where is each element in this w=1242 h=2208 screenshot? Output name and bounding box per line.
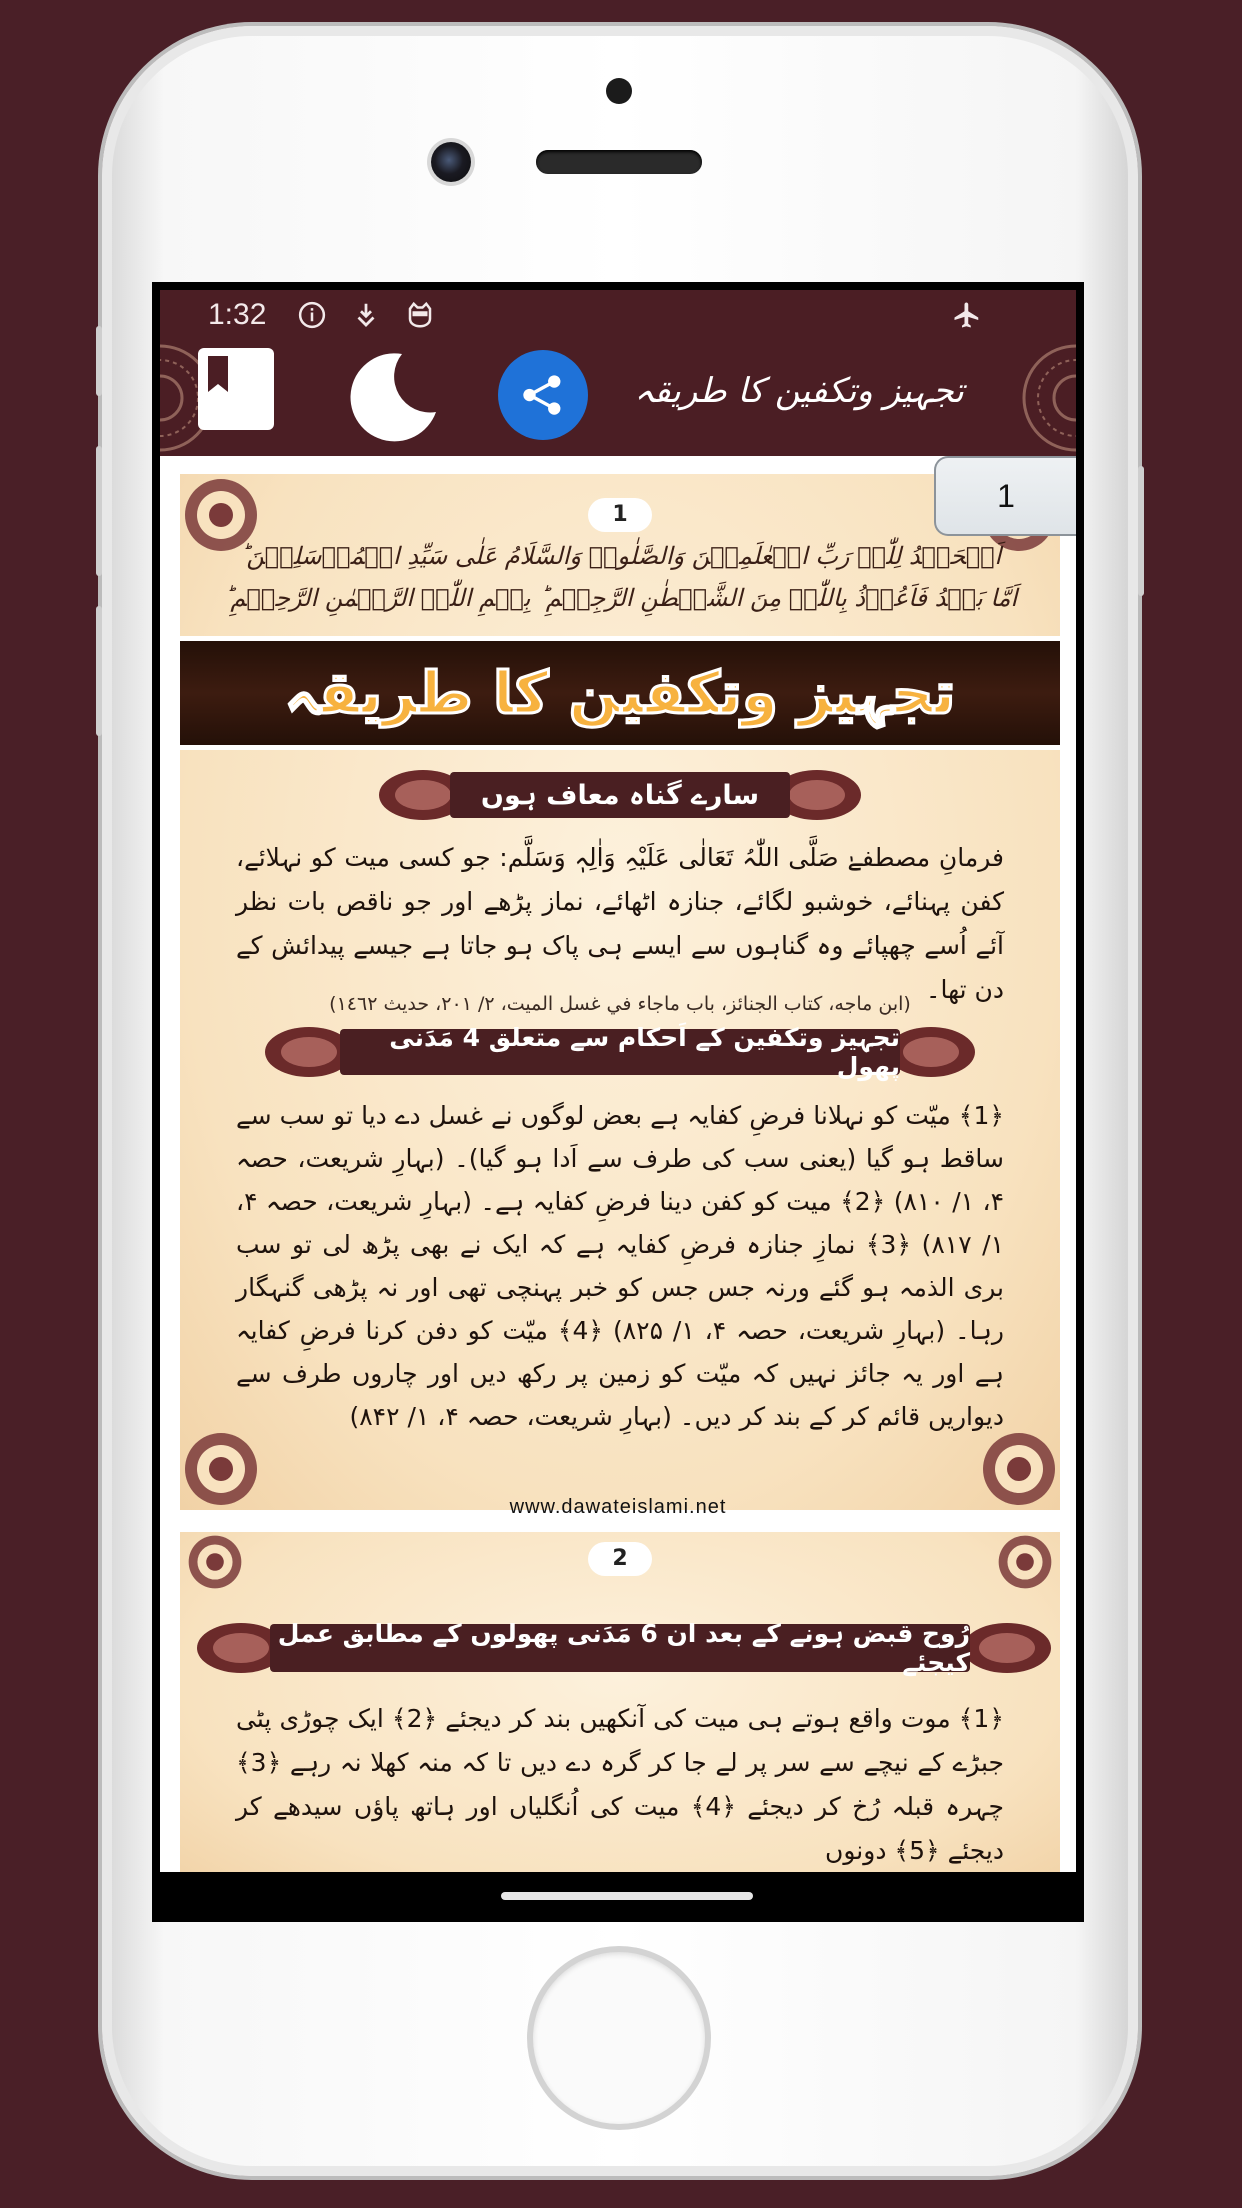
earpiece-speaker: [536, 150, 702, 174]
bismillah-line-2: اَمَّا بَعۡدُ فَاَعُوۡذُ بِاللّٰہِ مِنَ الشَّیۡطٰنِ الرَّجِیۡمِ ؕ بِسۡمِ اللّٰہِ الرَّحۡمٰنِ الرَّحِیۡمِ ؕ: [222, 584, 1018, 612]
page-number-indicator[interactable]: [934, 456, 1076, 536]
home-button[interactable]: [533, 1952, 705, 2124]
status-bar: [160, 290, 1076, 340]
bismillah-line-1: اَلۡحَمۡدُ لِلّٰہِ رَبِّ الۡعٰلَمِیۡنَ وَالصَّلٰوۃُ وَالسَّلَامُ عَلٰی سَیِّدِ الۡمُرۡسَلِیۡنَ ؕ: [238, 542, 1002, 570]
section-heading-1: [450, 772, 790, 818]
page-number-indicator-value: 1: [997, 477, 1015, 514]
section-1-reference: (ابن ماجه، كتاب الجنائز، باب ماجاء في غسل الميت، ٢/ ٢٠١، حديث ١٤٦٢): [329, 993, 911, 1015]
bookmark-button[interactable]: [198, 348, 274, 430]
home-gesture-pill[interactable]: [501, 1892, 753, 1900]
moon-icon: [351, 353, 436, 441]
corner-ornament-icon: [180, 1532, 250, 1592]
gesture-navigation-bar: [160, 1872, 1076, 1914]
section-heading-2-text: تجہیز وتکفین کے اَحکام سے متعلق 4 مَدَنی پھول: [389, 1023, 900, 1081]
section-2-paragraph: ﴿1﴾ میّت کو نہلانا فرضِ کفایہ ہے بعض لوگوں نے غسل دے دیا تو سب سے ساقط ہو گیا (یعنی سب کی طرف سے اَدا ہو گیا)۔ (بہارِ شریعت، حصہ ۴، ۱/ ۸۱۰) ﴿2﴾ میت کو کفن دینا فرضِ کفایہ ہے۔ (بہارِ شریعت، حصہ ۴، ۱/ ۸۱۷) ﴿3﴾ نمازِ جنازہ فرضِ کفایہ ہے کہ ایک نے بھی پڑھ لی تو سب بری الذمہ ہو گئے ورنہ جس جس کو خبر پہنچی تھی اور نہ پڑھی گنہگار رہا۔ (بہارِ شریعت، حصہ ۴، ۱/ ۸۲۵) ﴿4﴾ میّت کو دفن کرنا فرضِ کفایہ ہے اور یہ جائز نہیں کہ میّت کو زمین پر رکھ دیں اور چاروں طرف سے دیواریں قائم کر کے بند کر دیں۔ (بہارِ شریعت، حصہ ۴، ۱/ ۸۴۲): [236, 1101, 1005, 1431]
book-page-2: [180, 1532, 1060, 1872]
phone-volume-up-button: [96, 446, 102, 576]
download-icon: [350, 299, 382, 331]
toolbar-ornament-right: [1016, 340, 1076, 456]
book-title-banner: [180, 636, 1060, 750]
section-heading-1-text: سارے گناہ معاف ہوں: [480, 779, 760, 811]
section-heading-2: [340, 1023, 900, 1081]
info-icon: [296, 299, 328, 331]
proximity-sensor: [606, 78, 632, 104]
status-time: 1:32: [208, 298, 267, 331]
phone-power-button: [1138, 466, 1144, 596]
section-heading-3: [270, 1619, 970, 1677]
airplane-mode-icon: [952, 300, 982, 330]
website-footer[interactable]: www.dawateislami.net: [509, 1496, 727, 1518]
device-screen: [152, 282, 1084, 1922]
section-1-paragraph: فرمانِ مصطفےٰ صَلَّی اللّٰہُ تَعَالٰی عَلَیْہِ وَاٰلِہٖ وَسَلَّم: جو کسی میت کو نہلائے، کفن پہنائے، خوشبو لگائے، جنازہ اٹھائے، نماز پڑھے اور جو ناقص بات نظر آئے اُسے چھپائے وہ گناہوں سے ایسے ہی پاک ہو جاتا ہے جیسے پیدائش کے دن تھا۔: [236, 843, 1004, 1004]
phone-volume-down-button: [96, 606, 102, 736]
page-number-badge: 1: [588, 498, 652, 532]
phone-side-button: [96, 326, 102, 396]
section-heading-3-text: رُوح قبض ہونے کے بعد ان 6 مَدَنی پھولوں کے مطابق عمل کیجئے: [277, 1619, 970, 1677]
book-title: تجہیز وتکفین کا طریقہ: [284, 659, 956, 727]
app-title: تجہیز وتکفین کا طریقہ: [634, 371, 964, 411]
share-icon: [516, 368, 570, 422]
ribbon-ornament-icon: [960, 1620, 1054, 1676]
book-page-1: [180, 474, 1060, 1510]
share-button[interactable]: [498, 350, 588, 440]
reader-content[interactable]: [160, 456, 1076, 1872]
cat-face-icon: [404, 299, 436, 331]
page-2-paragraph: ﴿1﴾ موت واقع ہوتے ہی میت کی آنکھیں بند کر دیجئے ﴿2﴾ ایک چوڑی پٹی جبڑے کے نیچے سے سر پر لے جا کر گرہ دے دیں تا کہ منہ کھلا نہ رہے ﴿3﴾ چہرہ قبلہ رُخ کر دیجئے ﴿4﴾ میت کی اُنگلیاں اور ہاتھ پاؤں سیدھے کر دیجئے ﴿5﴾ دونوں: [236, 1704, 1004, 1865]
page-number-badge: 2: [588, 1542, 652, 1576]
night-mode-button[interactable]: [344, 348, 440, 444]
app-toolbar: [160, 340, 1076, 456]
front-camera: [431, 142, 471, 182]
bookmark-icon: [198, 348, 274, 430]
corner-ornament-icon: [990, 1532, 1060, 1592]
